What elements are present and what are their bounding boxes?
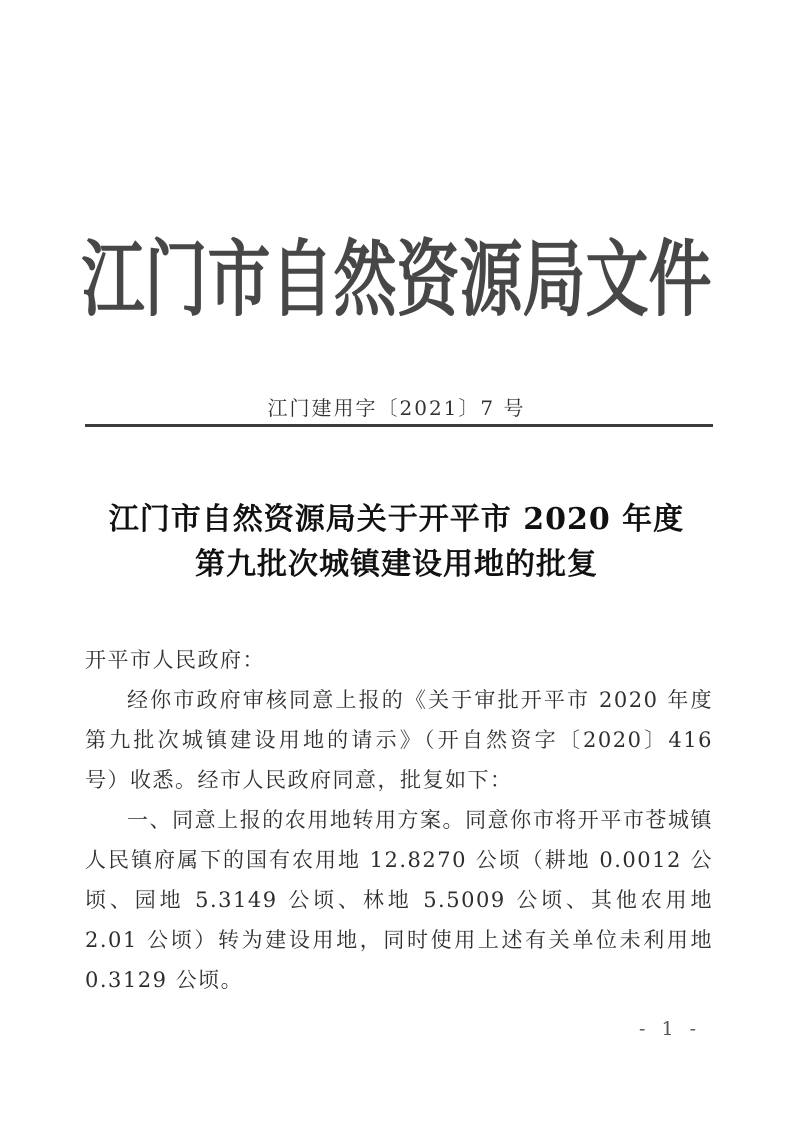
document-reference-number: 江门建用字〔2021〕7 号 bbox=[267, 396, 526, 420]
salutation: 开平市人民政府： bbox=[85, 648, 265, 672]
document-body bbox=[85, 640, 713, 1000]
body-paragraph: 经你市政府审核同意上报的《关于审批开平市 2020 年度第九批次城镇建设用地的请示》（开自然资字〔2020〕416 号）收悉。经市人民政府同意，批复如下： bbox=[85, 688, 713, 792]
document-title-line1: 江门市自然资源局关于开平市 2020 年度 bbox=[108, 502, 685, 537]
masthead-title: 江门市自然资源局文件 bbox=[81, 230, 712, 328]
document-title-line2: 第九批次城镇建设用地的批复 bbox=[195, 547, 598, 582]
document-title bbox=[60, 497, 733, 587]
body-paragraph: 一、同意上报的农用地转用方案。同意你市将开平市苍城镇人民镇府属下的国有农用地 12.8270 公顷（耕地 0.0012 公顷、园地 5.3149 公顷、林地 5.5009 公顷、其他农用地 2.01 公顷）转为建设用地，同时使用上述有关单位未利用地 0.3129 公顷。 bbox=[85, 808, 713, 992]
page-number: - 1 - bbox=[638, 1018, 701, 1040]
masthead-separator-rule bbox=[85, 424, 713, 427]
